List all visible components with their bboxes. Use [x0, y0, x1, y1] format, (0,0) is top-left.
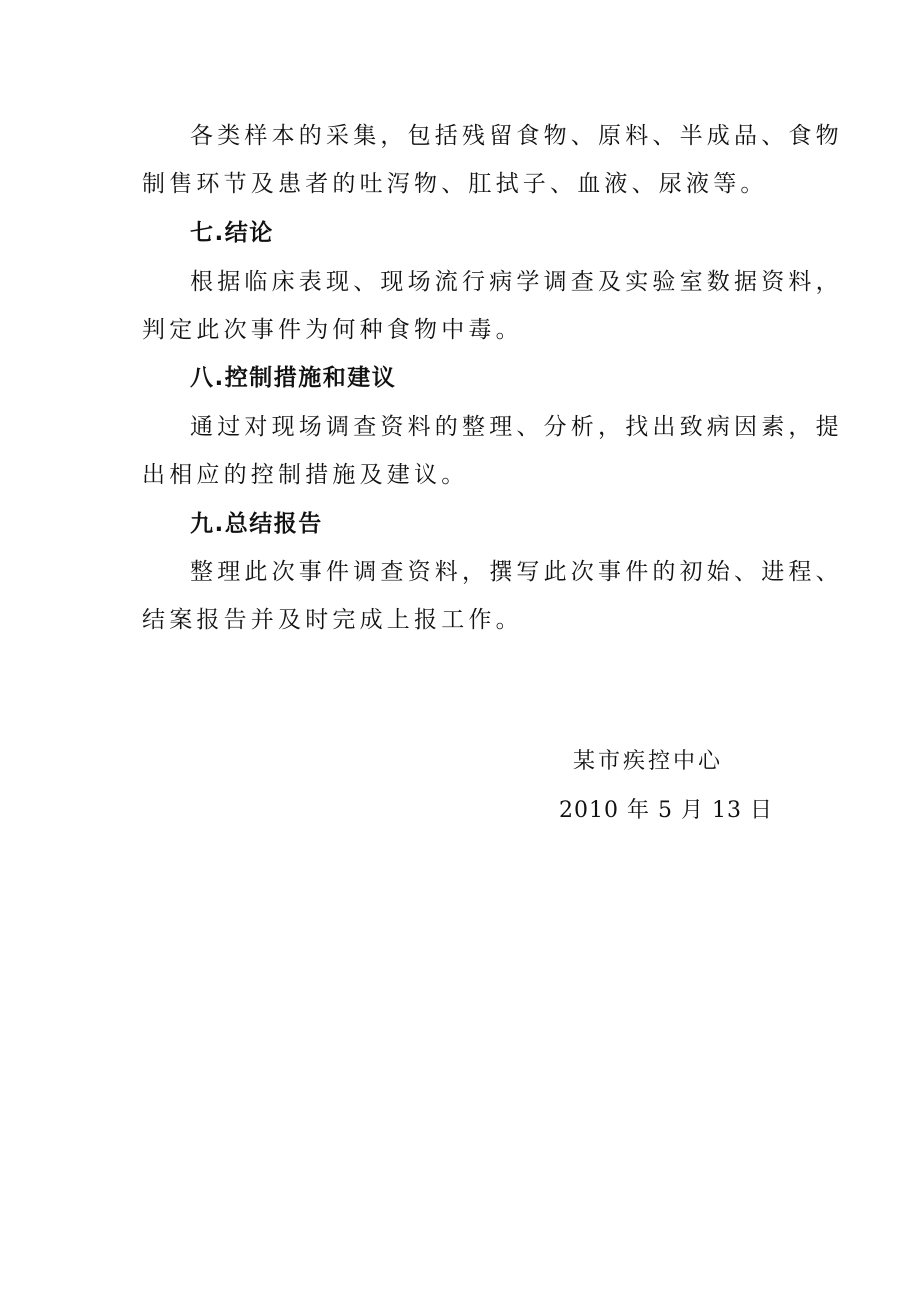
- signature-date: 2010 年 5 月 13 日: [559, 798, 773, 823]
- paragraph-summary-line-1: 整理此次事件调查资料，撰写此次事件的初始、进程、: [190, 559, 843, 585]
- paragraph-summary-line-2: 结案报告并及时完成上报工作。: [142, 607, 523, 633]
- section-heading-conclusion: 七.结论: [190, 220, 274, 246]
- paragraph-control-line-1: 通过对现场调查资料的整理、分析，找出致病因素，提: [190, 414, 843, 440]
- section-heading-control-measures: 八.控制措施和建议: [190, 365, 397, 391]
- paragraph-control-line-2: 出相应的控制措施及建议。: [142, 462, 469, 488]
- paragraph-sampling-line-1: 各类样本的采集，包括残留食物、原料、半成品、食物: [190, 123, 843, 149]
- signature-organization: 某市疾控中心: [573, 749, 724, 774]
- paragraph-conclusion-line-2: 判定此次事件为何种食物中毒。: [142, 317, 523, 343]
- section-heading-summary-report: 九.总结报告: [190, 511, 323, 537]
- paragraph-sampling-line-2: 制售环节及患者的吐泻物、肛拭子、血液、尿液等。: [142, 171, 768, 197]
- paragraph-conclusion-line-1: 根据临床表现、现场流行病学调查及实验室数据资料，: [190, 269, 843, 295]
